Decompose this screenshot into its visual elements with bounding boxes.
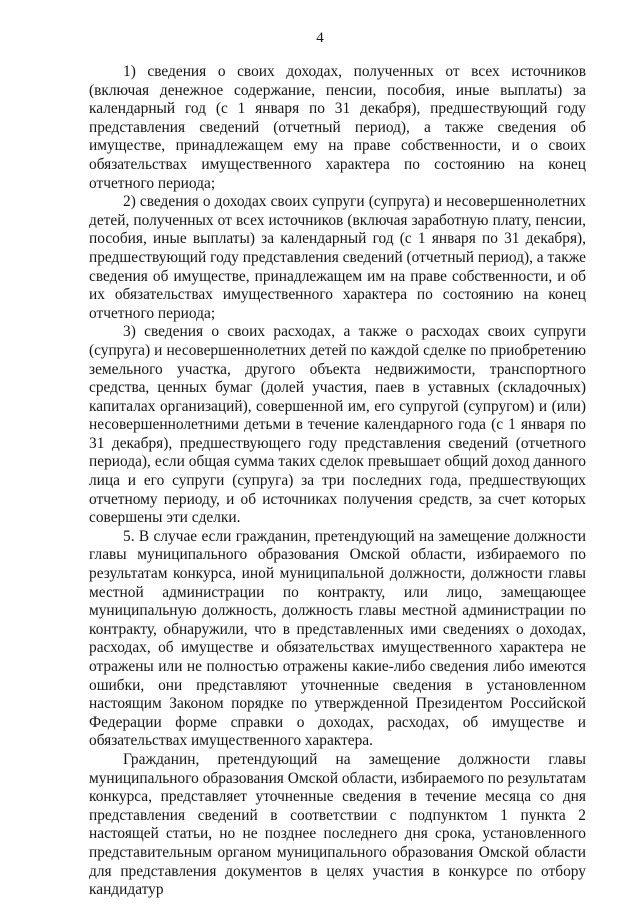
paragraph-citizen-update: Гражданин, претендующий на замещение должности главы муниципального образования Омской области, избираемого по результатам конкурса, представляет уточненные сведения в течение месяца со дня представления сведений в соответствии с подпунктом 1 пункта 2 настоящей статьи, но не позднее последнего дня срока, установленного представительным органом муниципального образования Омской области для представления документов в целях участия в конкурсе по отбору кандидатур (89, 750, 586, 899)
paragraph-clause-5: 5. В случае если гражданин, претендующий на замещение должности главы муниципального образования Омской области, избираемого по результатам конкурса, иной муниципальной должности, должности главы местной администрации по контракту, или лицо, замещающее муниципальную должность, должность главы местной администрации по контракту, обнаружили, что в представленных ими сведениях о доходах, расходах, об имуществе и обязательствах имущественного характера не отражены или не полностью отражены какие-либо сведения либо имеются ошибки, они представляют уточненные сведения в установленном настоящим Законом порядке по утвержденной Президентом Российской Федерации форме справки о доходах, расходах, об имуществе и обязательствах имущественного характера. (89, 527, 586, 750)
paragraph-expenses: 3) сведения о своих расходах, а также о расходах своих супруги (супруга) и несовершеннолетних детей по каждой сделке по приобретению земельного участка, другого объекта недвижимости, транспортного средства, ценных бумаг (долей участия, паев в уставных (складочных) капиталах организаций), совершенной им, его супругой (супругом) и (или) несовершеннолетними детьми в течение календарного года (с 1 января по 31 декабря), предшествующего году представления сведений (отчетного периода), если общая сумма таких сделок превышает общий доход данного лица и его супруги (супруга) за три последних года, предшествующих отчетному периоду, и об источниках получения средств, за счет которых совершены эти сделки. (89, 323, 586, 527)
document-body (89, 63, 586, 900)
paragraph-income-self: 1) сведения о своих доходах, полученных от всех источников (включая денежное содержание, пенсии, пособия, иные выплаты) за календарный год (с 1 января по 31 декабря), предшествующий году представления сведений (отчетный период), а также сведения об имуществе, принадлежащем ему на праве собственности, и о своих обязательствах имущественного характера по состоянию на конец отчетного периода; (89, 63, 586, 192)
paragraph-income-family: 2) сведения о доходах своих супруги (супруга) и несовершеннолетних детей, полученных от всех источников (включая заработную плату, пенсии, пособия, иные выплаты) за календарный год (с 1 января по 31 декабря), предшествующий году представления сведений (отчетный период), а также сведения об имуществе, принадлежащем им на праве собственности, и об их обязательствах имущественного характера по состоянию на конец отчетного периода; (89, 193, 586, 322)
page-number: 4 (316, 30, 324, 46)
